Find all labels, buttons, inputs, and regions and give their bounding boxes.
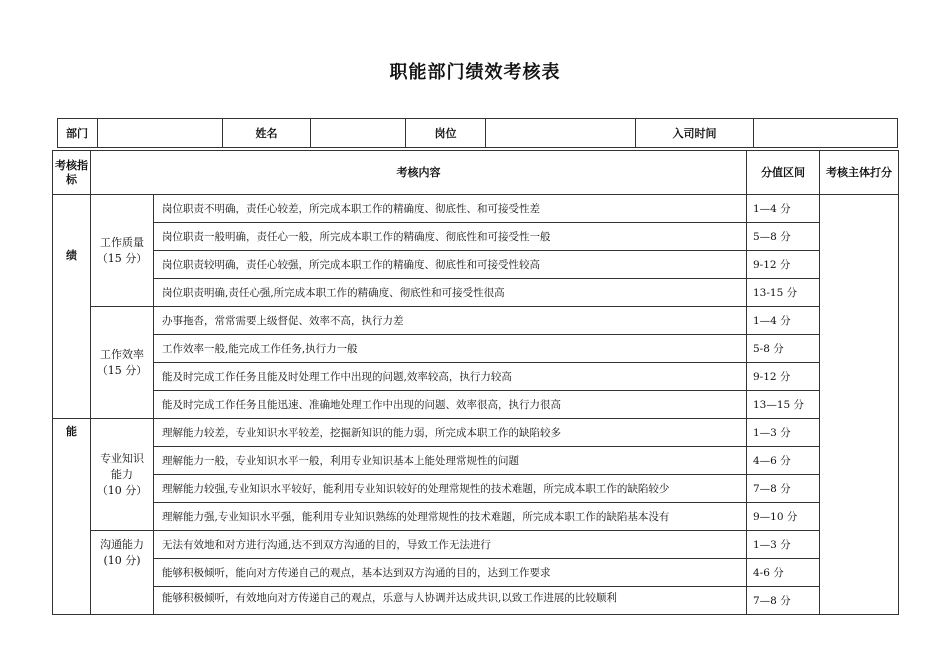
- criteria-content: 工作效率一般,能完成工作任务,执行力一般: [154, 335, 747, 363]
- dept-label: 部门: [58, 119, 98, 148]
- criteria-content: 办事拖沓，常常需要上级督促、效率不高，执行力差: [154, 307, 747, 335]
- name-field[interactable]: [311, 119, 406, 148]
- score-range: 5—8 分: [747, 223, 820, 251]
- dept-field[interactable]: [98, 119, 223, 148]
- indicator-ability: [53, 419, 91, 615]
- hire-date-field[interactable]: [754, 119, 898, 148]
- subject-score-field[interactable]: [820, 195, 899, 615]
- criteria-content: 理解能力较强,专业知识水平较好，能利用专业知识较好的处理常规性的技术难题，所完成本职工作的缺陷较少: [154, 475, 747, 503]
- score-range: 1—3 分: [747, 531, 820, 559]
- hire-date-label: 入司时间: [636, 119, 754, 148]
- score-range: 9-12 分: [747, 363, 820, 391]
- name-label: 姓名: [223, 119, 311, 148]
- score-range: 4-6 分: [747, 559, 820, 587]
- score-range: 7—8 分: [747, 587, 820, 615]
- group-professional-knowledge: [91, 419, 154, 531]
- score-range: 9-12 分: [747, 251, 820, 279]
- score-range: 5-8 分: [747, 335, 820, 363]
- indicator-performance: [53, 195, 91, 419]
- position-label: 岗位: [406, 119, 486, 148]
- criteria-content: 能及时完成工作任务且能迅速、准确地处理工作中出现的问题、效率很高，执行力很高: [154, 391, 747, 419]
- indicator-label-1: 绩: [66, 249, 77, 262]
- criteria-content: 岗位职责不明确，责任心较差，所完成本职工作的精确度、彻底性、和可接受性差: [154, 195, 747, 223]
- header-indicator: 考核指标: [53, 151, 91, 195]
- score-range: 13-15 分: [747, 279, 820, 307]
- criteria-content: 理解能力较差，专业知识水平较差，挖掘新知识的能力弱，所完成本职工作的缺陷较多: [154, 419, 747, 447]
- group-name: 专业知识能力: [100, 451, 144, 481]
- indicator-label-2: 能: [66, 425, 77, 438]
- criteria-content: 无法有效地和对方进行沟通,达不到双方沟通的目的，导致工作无法进行: [154, 531, 747, 559]
- header-content: 考核内容: [91, 151, 747, 195]
- score-range: 7—8 分: [747, 475, 820, 503]
- document-title: 职能部门绩效考核表: [389, 62, 561, 83]
- header-score-range: 分值区间: [747, 151, 820, 195]
- group-work-efficiency: [91, 307, 154, 419]
- criteria-content: 理解能力一般，专业知识水平一般，利用专业知识基本上能处理常规性的问题: [154, 447, 747, 475]
- assessment-table: [52, 150, 899, 615]
- score-range: 1—4 分: [747, 195, 820, 223]
- score-range: 4—6 分: [747, 447, 820, 475]
- criteria-content: 能够积极倾听，有效地向对方传递自己的观点，乐意与人协调并达成共识,以致工作进展的比较顺利: [154, 587, 747, 615]
- group-weight: (10 分): [103, 554, 141, 567]
- header-subject: 考核主体打分: [820, 151, 899, 195]
- score-range: 1—4 分: [747, 307, 820, 335]
- group-weight: （15 分）: [96, 251, 148, 265]
- criteria-content: 能及时完成工作任务且能及时处理工作中出现的问题,效率较高，执行力较高: [154, 363, 747, 391]
- group-work-quality: [91, 195, 154, 307]
- criteria-content: 岗位职责一般明确，责任心一般，所完成本职工作的精确度、彻底性和可接受性一般: [154, 223, 747, 251]
- group-name: 工作效率: [100, 347, 144, 361]
- group-name: 沟通能力: [100, 538, 144, 551]
- group-communication: [91, 531, 154, 615]
- criteria-content: 理解能力强,专业知识水平强，能利用专业知识熟练的处理常规性的技术难题，所完成本职工作的缺陷基本没有: [154, 503, 747, 531]
- score-range: 9—10 分: [747, 503, 820, 531]
- group-weight: （10 分）: [96, 483, 148, 497]
- group-name: 工作质量: [100, 235, 144, 249]
- score-range: 13—15 分: [747, 391, 820, 419]
- criteria-content: 能够积极倾听，能向对方传递自己的观点，基本达到双方沟通的目的，达到工作要求: [154, 559, 747, 587]
- criteria-content: 岗位职责较明确，责任心较强，所完成本职工作的精确度、彻底性和可接受性较高: [154, 251, 747, 279]
- employee-info-table: [57, 118, 898, 148]
- score-range: 1—3 分: [747, 419, 820, 447]
- group-weight: （15 分）: [96, 363, 148, 377]
- criteria-content: 岗位职责明确,责任心强,所完成本职工作的精确度、彻底性和可接受性很高: [154, 279, 747, 307]
- position-field[interactable]: [486, 119, 636, 148]
